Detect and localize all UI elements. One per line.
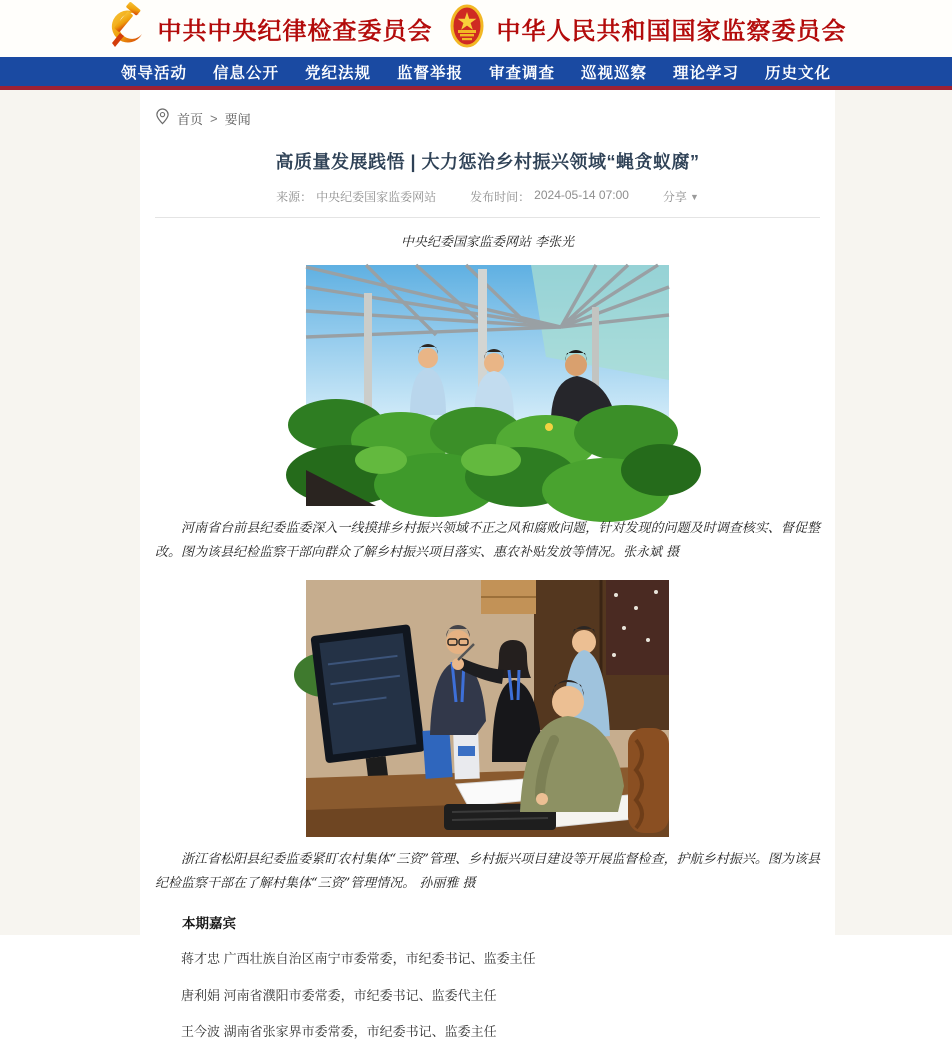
guest-item-3: 王今波 湖南省张家界市委常委，市纪委书记、监委主任 xyxy=(181,1024,497,1040)
meta-time-label: 发布时间： xyxy=(470,190,531,204)
location-pin-icon xyxy=(155,108,170,128)
meta-source-value: 中央纪委国家监委网站 xyxy=(316,190,437,204)
ccdi-brand[interactable] xyxy=(106,3,433,54)
office-photo-illustration xyxy=(306,580,669,837)
nav-item-theory-study[interactable]: 理论学习 xyxy=(673,64,740,82)
share-button[interactable] xyxy=(663,188,699,205)
breadcrumb-current[interactable]: 要闻 xyxy=(224,111,251,127)
guest-item-2: 唐利娟 河南省濮阳市委常委，市纪委书记、监委代主任 xyxy=(181,987,497,1003)
share-label: 分享 xyxy=(662,190,687,204)
nav-item-info-disclosure[interactable]: 信息公开 xyxy=(212,64,279,82)
main-nav xyxy=(0,57,952,86)
nav-item-leader-activities[interactable]: 领导活动 xyxy=(120,64,187,82)
site-header xyxy=(0,0,952,57)
article-photo-greenhouse xyxy=(306,265,669,506)
nav-item-investigation[interactable]: 审查调查 xyxy=(489,64,556,82)
ccdi-title: 中共中央纪律检查委员会 xyxy=(157,19,433,45)
meta-source xyxy=(276,188,436,205)
nav-item-party-regulations[interactable]: 党纪法规 xyxy=(304,64,371,82)
nav-item-supervision-report[interactable]: 监督举报 xyxy=(396,64,463,82)
photo-caption-2: 浙江省松阳县纪委监委紧盯农村集体“三资”管理、乡村振兴项目建设等开展监督检查，护航乡村振兴。图为该县纪检监察干部在了解村集体“三资”管理情况。 孙丽雅 摄 xyxy=(155,852,820,892)
photo-caption-1: 河南省台前县纪委监委深入一线摸排乡村振兴领域不正之风和腐败问题，针对发现的问题及时调查核实、督促整改。图为该县纪检监察干部向群众了解乡村振兴项目落实、惠农补贴发放等情况。张永斌 摄 xyxy=(155,521,820,561)
nav-item-history-culture[interactable]: 历史文化 xyxy=(765,64,832,82)
article-meta xyxy=(155,188,820,205)
guest-item-1: 蒋才忠 广西壮族自治区南宁市委常委，市纪委书记、监委主任 xyxy=(181,951,536,967)
meta-publish-time xyxy=(470,188,629,205)
meta-source-label: 来源： xyxy=(276,190,313,204)
breadcrumb xyxy=(155,90,820,128)
nav-item-inspection-tours[interactable]: 巡视巡察 xyxy=(581,64,648,82)
nsc-title: 中华人民共和国国家监察委员会 xyxy=(496,19,847,45)
article-title: 高质量发展践悟 | 大力惩治乡村振兴领域“蝇贪蚁腐” xyxy=(275,152,700,172)
guests-heading: 本期嘉宾 xyxy=(182,916,236,932)
nsc-brand[interactable] xyxy=(447,3,847,54)
meta-time-value: 2024-05-14 07:00 xyxy=(534,188,629,202)
page-background xyxy=(0,90,952,1040)
breadcrumb-separator: > xyxy=(210,110,218,126)
article-byline: 中央纪委国家监委网站 李张光 xyxy=(400,235,575,250)
meta-divider xyxy=(155,217,820,218)
national-emblem-icon xyxy=(447,3,487,54)
article-photo-office xyxy=(306,580,669,837)
greenhouse-photo-illustration xyxy=(306,265,669,506)
breadcrumb-home[interactable]: 首页 xyxy=(177,111,204,127)
chevron-down-icon: ▼ xyxy=(689,191,699,202)
article-card xyxy=(140,90,835,1040)
party-emblem-icon xyxy=(106,3,148,54)
